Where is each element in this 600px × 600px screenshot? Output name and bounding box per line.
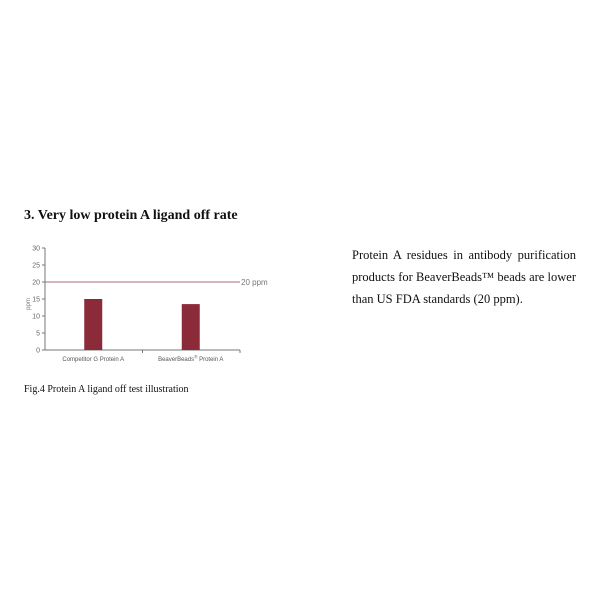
figure-caption: Fig.4 Protein A ligand off test illustration: [24, 384, 189, 395]
y-tick-label: 15: [32, 296, 40, 304]
category-label-2: BeaverBeads® Protein A: [158, 354, 224, 363]
category-label-1: Competitor G Protein A: [62, 357, 125, 363]
y-tick-label: 30: [32, 245, 40, 253]
bar-2: [182, 304, 200, 350]
y-tick-label: 10: [32, 313, 40, 321]
y-tick-label: 25: [32, 262, 40, 270]
protein-a-ligand-chart: [22, 240, 282, 370]
section-heading: 3. Very low protein A ligand off rate: [24, 208, 238, 223]
y-tick-label: 5: [36, 330, 40, 338]
y-axis-label: ppm: [26, 298, 32, 310]
y-tick-label: 0: [36, 347, 40, 355]
reference-line-label: 20 ppm: [241, 278, 268, 287]
y-tick-label: 20: [32, 279, 40, 287]
bar-1: [84, 299, 102, 350]
description-text: Protein A residues in antibody purification products for BeaverBeads™ beads are lower than US FDA standards (20 ppm).: [352, 248, 576, 306]
